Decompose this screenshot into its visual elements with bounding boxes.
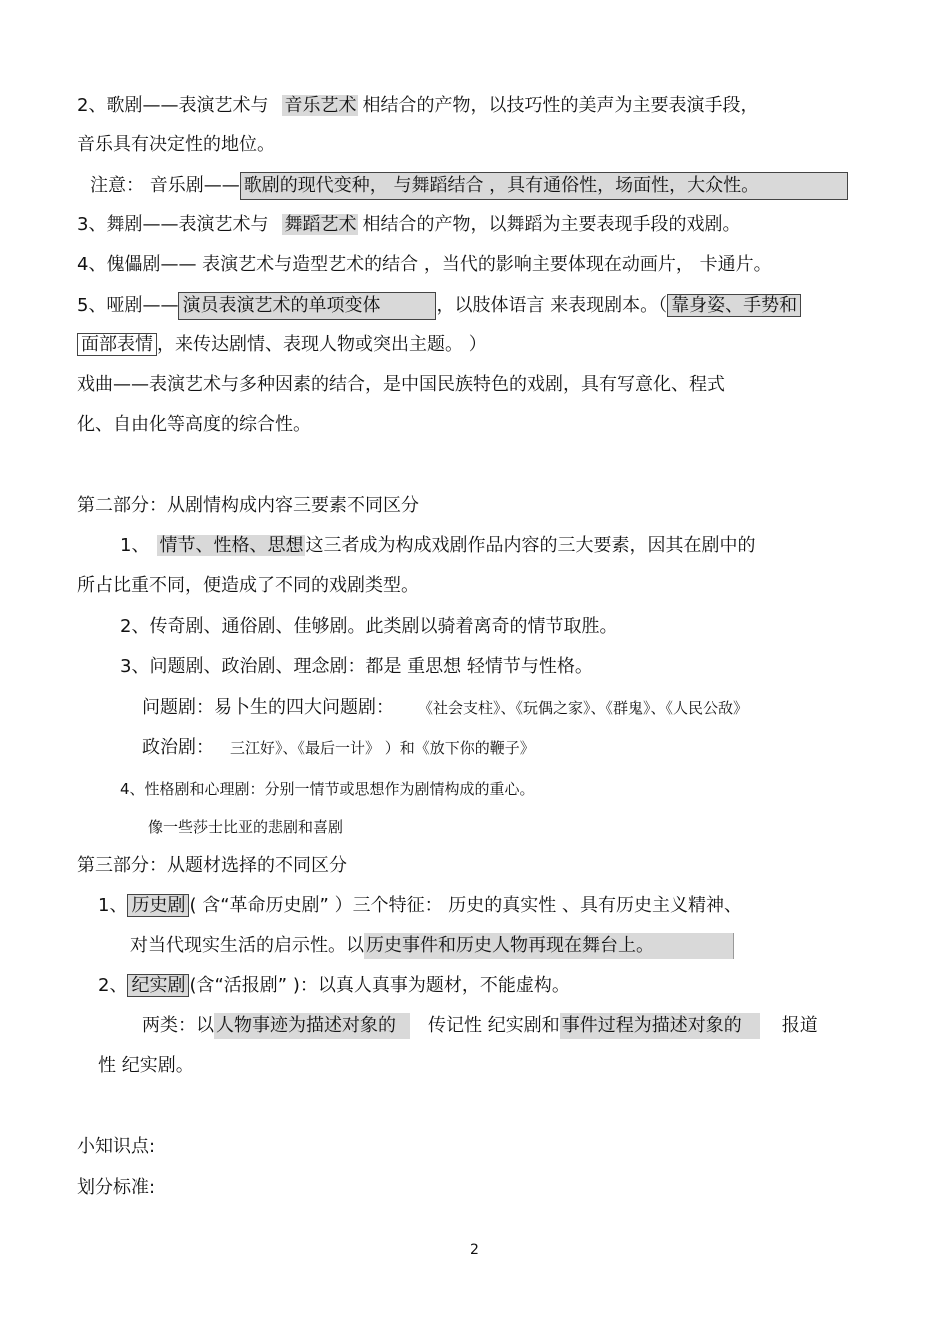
line-xiqu: 戏曲——表演艺术与多种因素的结合，是中国民族特色的戏剧，具有写意化、程式 xyxy=(77,374,725,395)
part3-item2-cont: 性 纪实剧。 xyxy=(98,1055,194,1076)
history-events-highlight: 历史事件和历史人物再现在舞台上。 xyxy=(364,933,734,959)
music-art-highlight: 音乐艺术 xyxy=(284,95,357,116)
part2-item4: 4、性格剧和心理剧：分别一情节或思想作为剧情构成的重心。 xyxy=(120,780,535,798)
dance-art-highlight: 舞蹈艺术 xyxy=(284,214,357,235)
mime-middle: ，以肢体语言 来表现剧本。（ xyxy=(436,295,668,316)
p1-num: 1、 xyxy=(120,535,150,556)
mime-prefix: 5、哑剧—— xyxy=(77,295,179,316)
i1-text: ( 含“革命历史剧” ）三个特征： 历史的真实性 、具有历史主义精神、 xyxy=(189,895,743,916)
musical-box: 歌剧的现代变种， 与舞蹈结合 ，具有通俗性，场面性，大众性。 xyxy=(240,172,848,200)
history-play-box: 历史剧 xyxy=(127,894,189,917)
line-musical xyxy=(90,172,848,200)
notes-standard: 划分标准: xyxy=(77,1177,156,1198)
line-opera xyxy=(77,93,758,119)
line-dance xyxy=(77,212,740,238)
part3-item2-types xyxy=(142,1013,818,1039)
i1-num: 1、 xyxy=(98,895,128,916)
notes-knowledge: 小知识点: xyxy=(77,1136,156,1157)
mime-box: 演员表演艺术的单项变体 xyxy=(178,292,436,320)
mime-box-2: 靠身姿、手势和 xyxy=(667,294,801,317)
line-puppet: 4、傀儡剧—— 表演艺术与造型艺术的结合 ，当代的影响主要体现在动画片， 卡通片。 xyxy=(77,254,772,275)
documentary-play-box: 纪实剧 xyxy=(127,974,189,997)
person-deeds-highlight: 人物事迹为描述对象的 xyxy=(214,1013,410,1039)
problem-play-line xyxy=(142,695,748,721)
line-xiqu-2: 化、自由化等高度的综合性。 xyxy=(77,414,311,435)
opera-prefix: 2、歌剧——表演艺术与 xyxy=(77,95,269,116)
i2-num: 2、 xyxy=(98,975,128,996)
part2-item1-cont: 所占比重不同，便造成了不同的戏剧类型。 xyxy=(77,575,419,596)
elements-highlight: 情节、性格、思想 xyxy=(159,535,304,556)
part3-item1 xyxy=(98,893,742,919)
problem-play-works: 《社会支柱》、《玩偶之家》、《群鬼》、《人民公敌》 xyxy=(418,699,749,717)
line-mime xyxy=(77,292,801,320)
line-opera-2: 音乐具有决定性的地位。 xyxy=(77,134,275,155)
part3-title: 第三部分：从题材选择的不同区分 xyxy=(77,855,347,876)
i1b-prefix: 对当代现实生活的启示性。以 xyxy=(130,935,364,956)
part2-item1 xyxy=(120,533,755,559)
part3-item2 xyxy=(98,973,570,999)
part2-item3: 3、问题剧、政治剧、理念剧：都是 重思想 轻情节与性格。 xyxy=(120,656,593,677)
political-play-works: 三江好》、《最后一计》 ）和《放下你的鞭子》 xyxy=(230,739,535,757)
i2b-report: 报道 xyxy=(781,1015,818,1036)
i2b-biography: 传记性 纪实剧和 xyxy=(428,1015,560,1036)
political-play-label: 政治剧： xyxy=(142,737,214,758)
part2-item2: 2、传奇剧、通俗剧、佳够剧。此类剧以骑着离奇的情节取胜。 xyxy=(120,616,618,637)
i2b-prefix: 两类：以 xyxy=(142,1015,214,1036)
dance-suffix: 相结合的产物，以舞蹈为主要表现手段的戏剧。 xyxy=(362,214,741,235)
part2-title: 第二部分：从剧情构成内容三要素不同区分 xyxy=(77,495,419,516)
p1-text: 这三者成为构成戏剧作品内容的三大要素，因其在剧中的 xyxy=(305,535,756,556)
mime-box-3: 面部表情 xyxy=(77,333,157,356)
problem-play-label: 问题剧：易卜生的四大问题剧： xyxy=(142,697,394,718)
dance-prefix: 3、舞剧——表演艺术与 xyxy=(77,214,269,235)
i2-text: (含“活报剧” )：以真人真事为题材，不能虚构。 xyxy=(189,975,570,996)
line-mime-2 xyxy=(77,332,487,358)
opera-suffix: 相结合的产物，以技巧性的美声为主要表演手段， xyxy=(362,95,759,116)
musical-prefix: 注意： 音乐剧—— xyxy=(90,175,240,196)
part2-item4-cont: 像一些莎士比亚的悲剧和喜剧 xyxy=(148,818,344,836)
event-process-highlight: 事件过程为描述对象的 xyxy=(560,1013,760,1039)
part3-item1-cont xyxy=(130,933,734,959)
political-play-line xyxy=(142,735,535,761)
page-number: 2 xyxy=(470,1242,479,1258)
mime-suffix: ，来传达剧情、表现人物或突出主题。 ） xyxy=(157,334,487,355)
